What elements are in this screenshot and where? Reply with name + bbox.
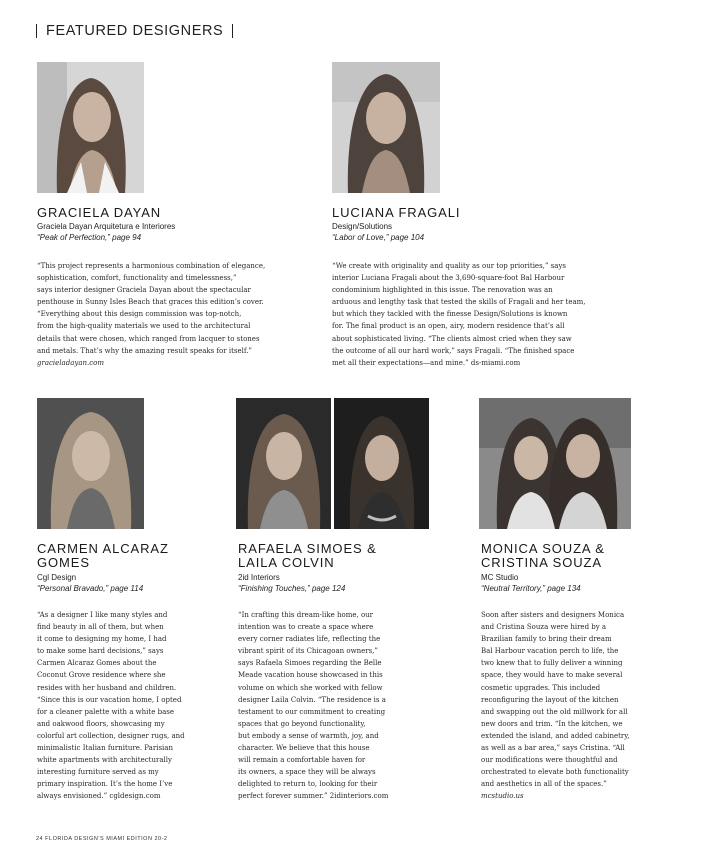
photo-graciela-dayan <box>37 62 144 193</box>
firm-name: Cgl Design <box>37 573 77 582</box>
website-link: gracieladayan.com <box>37 358 105 367</box>
designer-name-carmen-alcaraz-gomes: CARMEN ALCARAZ GOMES <box>37 541 169 570</box>
feature-reference: “Peak of Perfection,” page 94 <box>37 233 142 242</box>
section-title: FEATURED DESIGNERS <box>46 23 224 39</box>
header-right-rule <box>232 24 233 38</box>
photo-rafaela-simoes <box>236 398 331 529</box>
photo-monica-and-cristina-souza <box>479 398 631 529</box>
designer-quote: “In crafting this dream-like home, our intention was to create a space where every corner radiates life, reflecting the vibrant spirit of its Chicagoan owners,” says Rafaela Simoes regarding the Belle Meade vacation house showcased in this volume on which she worked with fellow designer Laila Colvin. “The residence is a testament to our commitment to creating spaces that go beyond functionality, but embody a sense of warmth, joy, and character. We believe that this house will remain a comfortable haven for its owners, a space they will be always delighted to return to, looking for their perfect forever summer.” 2idinteriors.com <box>238 611 389 801</box>
designer-quote: “We create with originality and quality as our top priorities,” says interior Luciana Fragali about the 3,690-square-foot Bal Harbour condominium highlighted in this issue. The renovation was an arduous and lengthy task that tested the skills of Fragali and her team, but which they tackled with the finesse Design/Solutions is known for. The final product is an open, airy, modern residence that’s all about sophisticated living. “The clients almost cried when they saw the outcome of all our hard work,” says Fragali. “The finished space met all their expectations—and mine.” ds-miami.com <box>332 262 586 367</box>
designer-quote: Soon after sisters and designers Monica and Cristina Souza were hired by a Brazilian family to bring their dream Bal Harbour vacation perch to life, the two knew that to fully deliver a winning space, they would have to make several cosmetic upgrades. This included reconfiguring the layout of the kitchen and swapping out the old millwork for all new doors and trim. “In the kitchen, we extended the island, and added cabinetry, as well as a bar area,” says Cristina. “All our modifications were thoughtful and orchestrated to elevate both functionality and aesthetics in all of the spaces.” mcstudio.us <box>481 609 651 803</box>
firm-name: Graciela Dayan Arquitetura e Interiores <box>37 222 176 231</box>
section-header <box>36 20 233 42</box>
firm-name: Design/Solutions <box>332 222 393 231</box>
designer-name-luciana-fragali: LUCIANA FRAGALI <box>332 205 461 220</box>
designer-quote: “As a designer I like many styles and find beauty in all of them, but when it come to designing my home, I had to make some hard decisions,” says Carmen Alcaraz Gomes about the Coconut Grove residence where she resides with her husband and children. “Since this is our vacation home, I opted for a cleaner palette with a white base and oakwood floors, showcasing my colorful art collection, designer rugs, and minimalistic Italian furniture. Parisian white apartments with architecturally interesting furniture served as my primary inspiration. It’s the home I’ve always envisioned.” cgldesign.com <box>37 611 185 801</box>
firm-name: MC Studio <box>481 573 519 582</box>
website-link: mcstudio.us <box>481 792 524 801</box>
feature-reference: “Neutral Territory,” page 134 <box>481 584 581 593</box>
designer-name-graciela-dayan: GRACIELA DAYAN <box>37 205 162 220</box>
photo-luciana-fragali <box>332 62 440 193</box>
feature-reference: “Labor of Love,” page 104 <box>332 233 425 242</box>
page-folio: 24 FLORIDA DESIGN’S MIAMI EDITION 20-2 <box>36 836 168 842</box>
designer-quote: “This project represents a harmonious combination of elegance, sophistication, comfort, functionality and timelessness,” says interior designer Graciela Dayan about the spectacular penthouse in Sunny Isles Beach that graces this edition’s cover. “Everything about this design commission was top-notch, from the high-quality materials we used to the architectural details that were chosen, which ranged from lacquer to stones and metals. That’s why the amazing result speaks for itself.” gracieladayan.com <box>37 260 287 369</box>
feature-reference: “Finishing Touches,” page 124 <box>238 584 346 593</box>
feature-reference: “Personal Bravado,” page 114 <box>37 584 144 593</box>
designer-name-monica-cristina-souza: MONICA SOUZA & CRISTINA SOUZA <box>481 541 605 570</box>
firm-name: 2id Interiors <box>238 573 280 582</box>
photo-carmen-alcaraz-gomes <box>37 398 144 529</box>
photo-laila-colvin <box>334 398 429 529</box>
designer-name-rafaela-simoes-laila-colvin: RAFAELA SIMOES & LAILA COLVIN <box>238 541 377 570</box>
